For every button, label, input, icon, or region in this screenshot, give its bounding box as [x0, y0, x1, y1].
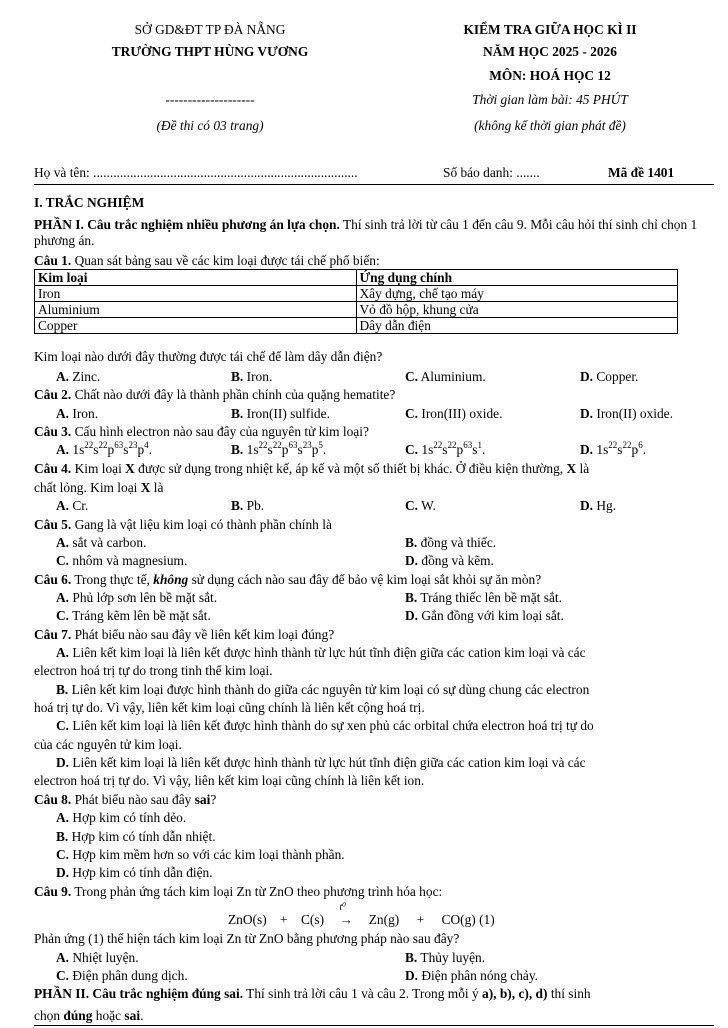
exam-code: Mã đề 1401 [608, 165, 675, 180]
q2-option-b[interactable]: B. Iron(II) sulfide. [231, 406, 330, 421]
department-name: SỞ GD&ĐT TP ĐÀ NẴNG [134, 22, 286, 37]
eq-condition: t⁰ [339, 902, 347, 913]
q1-option-b[interactable]: B. Iron. [231, 369, 273, 384]
question-8: Câu 8. Phát biểu nào sau đây sai? [34, 792, 217, 807]
table-cell: Xây dựng, chế tạo máy [356, 286, 678, 302]
table-cell: Vỏ đồ hộp, khung cửa [356, 302, 678, 318]
q2-option-d[interactable]: D. Iron(II) oxide. [580, 406, 673, 421]
table-header-row [35, 270, 678, 286]
q4-option-d[interactable]: D. Hg. [580, 498, 617, 513]
q7-option-d[interactable]: D. Liên kết kim loại là liên kết được hình thành từ lực hút tĩnh điện giữa các cation kim loại và các [56, 755, 586, 770]
exam-duration: Thời gian làm bài: 45 PHÚT [472, 92, 628, 107]
q8-option-b[interactable]: B. Hợp kim có tính dẫn nhiệt. [56, 829, 216, 844]
question-2: Câu 2. Chất nào dưới đây là thành phần chính của quặng hematite? [34, 387, 396, 402]
table-header-cell: Kim loại [35, 270, 357, 286]
subject: MÔN: HOÁ HỌC 12 [489, 68, 611, 83]
q7-option-b[interactable]: B. Liên kết kim loại được hình thành do giữa các nguyên tử kim loại có sự dùng chung các electron [56, 682, 590, 697]
q7-option-a-cont: electron hoá trị tự do trong tinh thể kim loại. [34, 663, 273, 678]
q4-option-a[interactable]: A. Cr. [56, 498, 89, 513]
q7-option-c[interactable]: C. Liên kết kim loại là liên kết được hình thành do sự xen phủ các orbital chứa electron hoá trị tự do [56, 718, 594, 733]
eq-plus: + [416, 912, 425, 927]
part1-instructions [34, 217, 714, 249]
q2-option-a[interactable]: A. Iron. [56, 406, 99, 421]
q1-option-c[interactable]: C. Aluminium. [405, 369, 486, 384]
question-7: Câu 7. Phát biểu nào sau đây về liên kết kim loại đúng? [34, 627, 335, 642]
eq-product-1: Zn(g) [368, 912, 400, 927]
part2-instructions: PHẦN II. Câu trắc nghiệm đúng sai. Thí sinh trả lời câu 1 và câu 2. Trong mỗi ý a), b), c), d) thí sinh [34, 986, 591, 1001]
question-6: Câu 6. Trong thực tế, không sử dụng cách nào sau đây để bảo vệ kim loại sắt khỏi sự ăn mòn? [34, 572, 542, 587]
q8-option-a[interactable]: A. Hợp kim có tính dẻo. [56, 810, 187, 825]
student-name-field: Họ và tên: ............................................................................... [34, 165, 358, 180]
q8-option-c[interactable]: C. Hợp kim mềm hơn so với các kim loại thành phần. [56, 847, 345, 862]
exam-title: KIỂM TRA GIỮA HỌC KÌ II [463, 22, 637, 37]
q3-option-c[interactable]: C. $1s^{22}s^{22}p^{63}s^1$. [405, 439, 486, 457]
q7-option-b-cont: hoá trị tự do. Vì vậy, liên kết kim loại cũng chính là liên kết cộng hoá trị. [34, 700, 425, 715]
q1-text: Quan sát bảng sau về các kim loại được tái chế phổ biến: [71, 253, 380, 268]
eq-arrow: → [339, 912, 354, 927]
question-4: Câu 4. Kim loại X được sử dụng trong nhiệt kế, áp kế và một số thiết bị khác. Ở điều kiện thường, X là [34, 461, 590, 476]
table-header-cell: Ứng dụng chính [356, 270, 678, 286]
q1-option-d[interactable]: D. Copper. [580, 369, 639, 384]
header-rule [34, 184, 714, 185]
q7-option-d-cont: electron hoá trị tự do. Vì vậy, liên kết kim loại cũng chính là liên kết ion. [34, 773, 425, 788]
table-row [35, 302, 678, 318]
header-divider: -------------------- [165, 92, 255, 107]
table-cell: Iron [35, 286, 357, 302]
negation-emphasis: không [153, 572, 189, 587]
eq-reactant-2: C(s) [300, 912, 325, 927]
duration-note: (không kể thời gian phát đề) [474, 118, 626, 133]
q4-option-b[interactable]: B. Pb. [231, 498, 265, 513]
q4-option-c[interactable]: C. W. [405, 498, 436, 513]
question-5: Câu 5. Gang là vật liệu kim loại có thành phần chính là [34, 517, 332, 532]
q6-option-d[interactable]: D. Gắn đồng với kim loại sắt. [405, 608, 564, 623]
q7-option-c-cont: của các nguyên tử kim loại. [34, 737, 182, 752]
q3-option-d[interactable]: D. $1s^{22}s^{22}p^6$. [580, 439, 647, 457]
false-emphasis: sai [194, 792, 211, 807]
q5-option-a[interactable]: A. sắt và carbon. [56, 535, 147, 550]
eq-plus: + [280, 912, 288, 927]
table-cell: Aluminium [35, 302, 357, 318]
page-count-note: (Đề thi có 03 trang) [156, 118, 264, 133]
q3-option-a[interactable]: A. $1s^{22}s^{22}p^{63}s^{23}p^4$. [56, 439, 152, 457]
q8-option-d[interactable]: D. Hợp kim có tính dẫn điện. [56, 865, 213, 880]
q1-label: Câu 1. [34, 253, 72, 268]
table-cell: Dây dẫn điện [356, 318, 678, 334]
table-cell: Copper [35, 318, 357, 334]
eq-product-2: CO(g) (1) [441, 912, 495, 927]
table-row [35, 318, 678, 334]
q9-option-a[interactable]: A. Nhiệt luyện. [56, 950, 139, 965]
part1-text: Thí sinh trả lời từ câu 1 đến câu 9. Mỗi câu hỏi thí sinh chỉ chọn 1 phương án. [34, 217, 698, 249]
question-3: Câu 3. Cấu hình electron nào sau đây của nguyên tử kim loại? [34, 424, 369, 439]
q9-option-d[interactable]: D. Điện phân nóng chảy. [405, 968, 539, 983]
school-year: NĂM HỌC 2025 - 2026 [483, 44, 617, 59]
section-title: I. TRẮC NGHIỆM [34, 195, 145, 210]
reaction-equation [228, 902, 495, 928]
eq-reactant-1: ZnO(s) [228, 912, 267, 927]
footer-rule [34, 1025, 714, 1026]
question-9: Câu 9. Trong phản ứng tách kim loại Zn từ ZnO theo phương trình hóa học: [34, 884, 443, 899]
q7-option-a[interactable]: A. Liên kết kim loại là liên kết được hình thành từ lực hút tĩnh điện giữa các cation kim loại và các [56, 645, 586, 660]
question-1 [34, 253, 714, 269]
q1-option-a[interactable]: A. Zinc. [56, 369, 101, 384]
school-name: TRƯỜNG THPT HÙNG VƯƠNG [111, 44, 309, 59]
recycled-metals-table [34, 269, 678, 334]
part1-heading: PHẦN I. Câu trắc nghiệm nhiều phương án lựa chọn. [34, 217, 340, 232]
table-row [35, 286, 678, 302]
q2-option-c[interactable]: C. Iron(III) oxide. [405, 406, 503, 421]
q9-question: Phản ứng (1) thể hiện tách kim loại Zn từ ZnO bằng phương pháp nào sau đây? [34, 931, 460, 946]
q3-option-b[interactable]: B. $1s^{22}s^{22}p^{63}s^{23}p^5$. [231, 439, 327, 457]
question-4-line2: chất lỏng. Kim loại X là [34, 480, 164, 495]
q5-option-c[interactable]: C. nhôm và magnesium. [56, 553, 188, 568]
q5-option-d[interactable]: D. đồng và kẽm. [405, 553, 494, 568]
student-id-field: Số báo danh: ....... [443, 165, 540, 180]
q6-option-c[interactable]: C. Tráng kẽm lên bề mặt sắt. [56, 608, 211, 623]
q9-option-c[interactable]: C. Điện phân dung dịch. [56, 968, 188, 983]
q6-option-a[interactable]: A. Phủ lớp sơn lên bề mặt sắt. [56, 590, 218, 605]
q1-question: Kim loại nào dưới đây thường được tái chế để làm dây dẫn điện? [34, 349, 383, 364]
q9-option-b[interactable]: B. Thủy luyện. [405, 950, 486, 965]
q6-option-b[interactable]: B. Tráng thiếc lên bề mặt sắt. [405, 590, 562, 605]
eq-arrow-wrap [331, 902, 361, 928]
q5-option-b[interactable]: B. đồng và thiếc. [405, 535, 497, 550]
part2-instructions-line2: chọn đúng hoặc sai. [34, 1008, 144, 1023]
